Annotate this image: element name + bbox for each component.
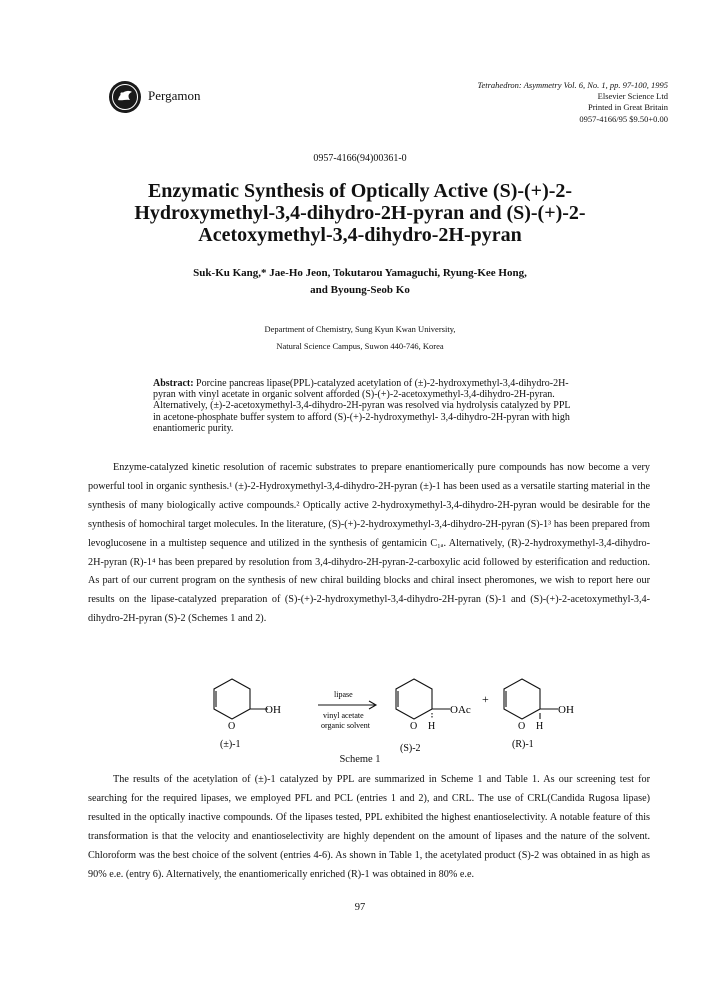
abstract-text: Porcine pancreas lipase(PPL)-catalyzed acetylation of (±)-2-hydroxymethyl-3,4-dihydro-2H-pyran with vinyl acetate in organic solvent afforded (S)-(+)-2-acetoxymethyl-3,4-dihydro-2H-pyran. Alternatively, (±)-2-acetoxymethyl-3,4-dihydro-2H-pyran was resolved via hydrolysis catalyzed by PPL in acetone-phosphate buffer system to afford (S)-(+)-2-hydroxymethyl- 3,4-dihydro-2H-pyran with high enantiomeric purity. [153, 378, 571, 434]
paragraph-1: Enzyme-catalyzed kinetic resolution of racemic substrates to prepare enantiomerically pure compounds has now become a very powerful tool in organic synthesis.¹ (±)-2-Hydroxymethyl-3,4-dihydro-2H-pyran (±)-1 has been used as a versatile starting material in the synthesis of many biologically active compounds.² Optically active 2-hydroxymethyl-3,4-dihydro-2H-pyran would be desirable for the synthesis of homochiral target molecules. In the literature, (S)-(+)-2-hydroxymethyl-3,4-dihydro-2H-pyran (S)-1³ has been prepared from levoglucosene in a multistep sequence and utilized in the synthesis of gentamicin C₁ₐ. Alternatively, (R)-2-hydroxymethyl-3,4-dihydro-2H-pyran (R)-1⁴ has been prepared by resolution from 3,4-dihydro-2H-pyran-2-carboxylic acid followed by esterification and reduction. As part of our current program on the synthesis of new chiral building blocks and chiral insect pheromones, we wish to report here our results on the lipase-catalyzed preparation of (S)-(+)-2-hydroxymethyl-3,4-dihydro-2H-pyran (S)-1 and (S)-(+)-2-acetoxymethyl-3,4-dihydro-2H-pyran (S)-2 (Schemes 1 and 2). [88, 462, 650, 625]
o-label-2: O [410, 721, 418, 732]
paper-title: Enzymatic Synthesis of Optically Active (S)-(+)-2-Hydroxymethyl-3,4-dihydro-2H-pyran and (S)-(+)-2-Acetoxymethyl-3,4-dihydro-2H-pyran [134, 180, 586, 246]
pergamon-logo [108, 80, 142, 114]
ring-3 [504, 679, 540, 719]
plus-sign: + [482, 692, 489, 706]
journal-issn: 0957-4166/95 $9.50+0.00 [579, 113, 668, 124]
journal-publisher: Elsevier Science Ltd [597, 91, 668, 102]
paragraph-2: The results of the acetylation of (±)-1 catalyzed by PPL are summarized in Scheme 1 and Table 1. As our screening test for searching for the required lipases, we employed PFL and PCL (entries 1 and 2), and CRL. The use of CRL(Candida Rugosa lipase) resulted in the optically inactive compounds. Of the lipases tested, PPL exhibited the highest enantioselectivity. A notable feature of this transformation is that the velocity and enantioselectivity are highly dependent on the amount of lipases and the nature of the solvent. Chloroform was the best choice of the solvent (entries 4-6). As shown in Table 1, the acetylated product (S)-2 was obtained in as high as 90% e.e. (entry 6). Alternatively, the enantiomerically enriched (R)-1 was obtained in 80% e.e. [88, 774, 650, 880]
affiliation-line-1: Department of Chemistry, Sung Kyun Kwan University, [264, 324, 456, 334]
article-code: 0957-4166(94)00361-0 [313, 153, 407, 164]
authors [100, 265, 620, 299]
h-label-2: H [428, 721, 436, 732]
ring-1 [214, 679, 250, 719]
compound-label-1: (±)-1 [220, 739, 241, 750]
oac-label: OAc [450, 704, 471, 716]
compound-label-3: (R)-1 [512, 739, 534, 750]
compound-label-2: (S)-2 [400, 743, 421, 754]
authors-line-1: Suk-Ku Kang,* Jae-Ho Jeon, Tokutarou Yamaguchi, Ryung-Kee Hong, [193, 267, 527, 279]
o-label-1: O [228, 721, 236, 732]
publisher-name: Pergamon [148, 88, 201, 103]
journal-citation: Tetrahedron: Asymmetry Vol. 6, No. 1, pp. 97-100, 1995 [477, 80, 668, 90]
o-label-3: O [518, 721, 526, 732]
authors-line-2: and Byoung-Seob Ko [310, 284, 410, 296]
affiliation-line-2: Natural Science Campus, Suwon 440-746, Korea [276, 341, 444, 351]
reagent-solvent: organic solvent [321, 721, 370, 730]
intro-paragraph [88, 459, 650, 629]
ring-2 [396, 679, 432, 719]
h-label-3: H [536, 721, 544, 732]
scheme-caption: Scheme 1 [339, 754, 381, 765]
journal-info [368, 80, 668, 125]
page-number: 97 [354, 902, 366, 913]
reagent-vinyl-acetate: vinyl acetate [323, 711, 364, 720]
oh-label-1: OH [265, 704, 281, 716]
abstract [153, 378, 578, 434]
oh-label-3: OH [558, 704, 574, 716]
results-paragraph [88, 771, 650, 884]
journal-printed: Printed in Great Britain [587, 102, 668, 113]
scheme-1-diagram [200, 667, 620, 762]
reagent-lipase: lipase [334, 690, 353, 699]
affiliation [100, 321, 620, 355]
abstract-label: Abstract: [153, 378, 194, 389]
